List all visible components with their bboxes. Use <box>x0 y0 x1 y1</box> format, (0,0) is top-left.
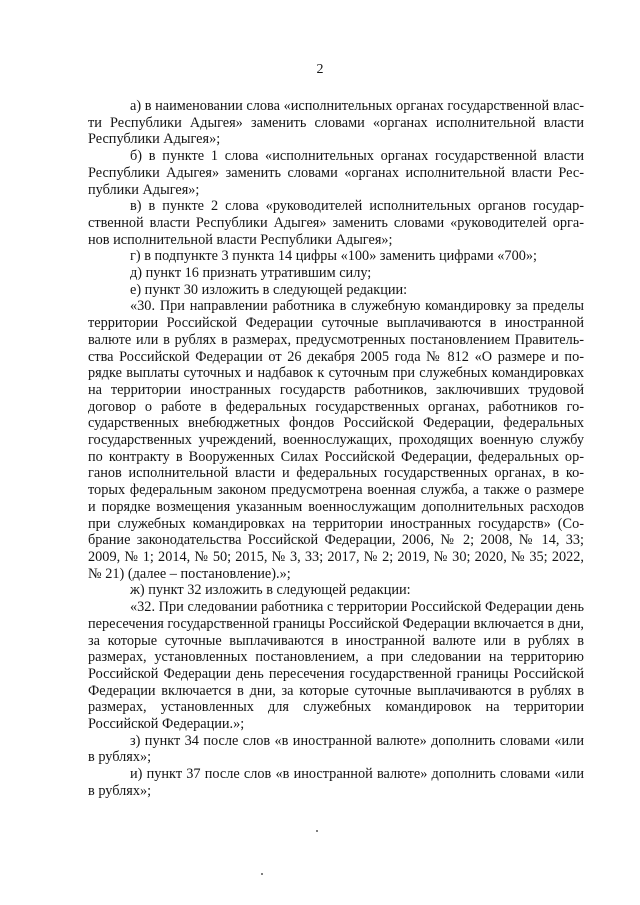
paragraph-item-30: «30. При направлении работника в служебную командировку за пределы территории Российской Федерации суточные выплачиваются в иностранной валюте или в рублях в размерах, предусмотренных постановлением Правительства Российской Федерации от 26 декабря 2005 года № 812 «О размере и порядке выплаты суточных и надбавок к суточным при служебных командировках на территории иностранных государств работников, заключивших трудовой договор о работе в федеральных государственных органах, работников государственных внебюджетных фондов Российской Федерации, федеральных государственных учреждений, военнослужащих, проходящих военную службу по контракту в Вооруженных Силах Российской Федерации, федеральных органов исполнительной власти и федеральных государственных органах, в которых федеральным законом предусмотрена военная служба, а также о размере и порядке возмещения указанным военнослужащим дополнительных расходов при служебных командировках на территории иностранных государств» (Собрание законодательства Российской Федерации, 2006, № 2; 2008, № 14, 33; 2009, № 1; 2014, № 50; 2015, № 3, 33; 2017, № 2; 2019, № 30; 2020, № 35; 2022, № 21) (далее – постановление).»; <box>88 298 584 582</box>
paragraph-d: д) пункт 16 признать утратившим силу; <box>130 265 372 282</box>
paragraph-e: е) пункт 30 изложить в следующей редакции: <box>130 281 408 298</box>
paragraph-i: и) пункт 37 после слов «в иностранной валюте» дополнить словами «или в рублях»; <box>88 766 584 799</box>
paragraph-z: з) пункт 34 после слов «в иностранной валюте» дополнить словами «или в рублях»; <box>88 732 584 766</box>
paragraph-b: б) в пункте 1 слова «исполнительных органах государственной власти Республики Адыгея» заменить словами «органах исполнительной власти Республики Адыгея»; <box>88 148 584 198</box>
scan-speck <box>316 830 318 832</box>
paragraph-zh: ж) пункт 32 изложить в следующей редакции: <box>130 582 411 599</box>
scan-speck <box>261 873 263 875</box>
paragraph-a: а) в наименовании слова «исполнительных органах государственной власти Республики Адыгея» заменить словами «органах исполнительной власти Республики Адыгея»; <box>88 98 584 148</box>
paragraph-g: г) в подпункте 3 пункта 14 цифры «100» заменить цифрами «700»; <box>130 248 537 265</box>
paragraph-v: в) в пункте 2 слова «руководителей исполнительных органов государственной власти Республики Адыгея» заменить словами «руководителей органов исполнительной власти Республики Адыгея»; <box>88 198 584 248</box>
document-body <box>88 98 584 800</box>
page-number: 2 <box>316 62 324 77</box>
paragraph-item-32: «32. При следовании работника с территории Российской Федерации день пересечения государственной границы Российской Федерации включается в дни, за которые суточные выплачиваются в иностранной валюте или в рублях в размерах, установленных постановлением, а при следовании на территорию Российской Федерации день пересечения государственной границы Российской Федерации включается в дни, за которые суточные выплачиваются в рублях в размерах, установленных для служебных командировок на территории Российской Федерации.»; <box>88 599 584 733</box>
